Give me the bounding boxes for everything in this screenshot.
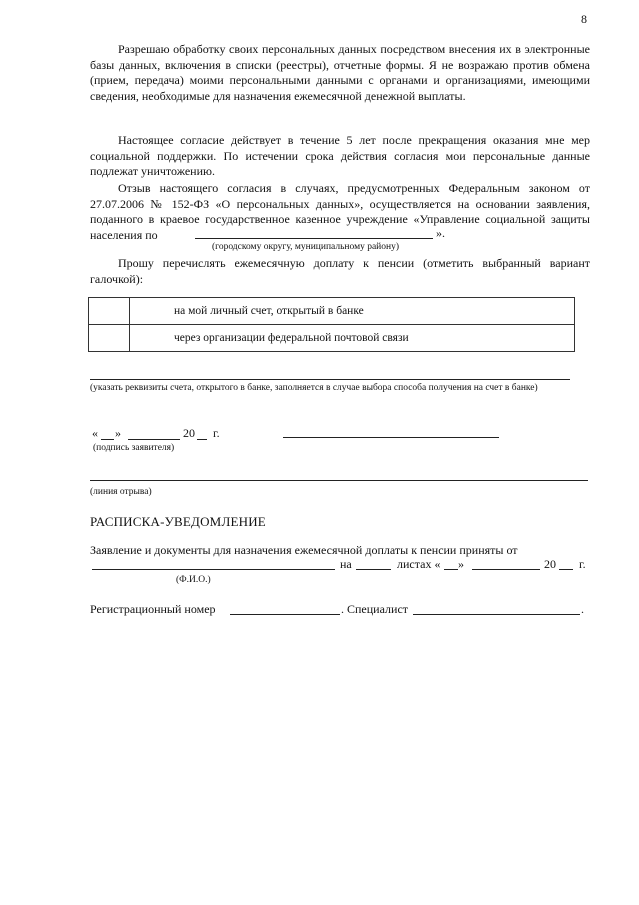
date-month-field[interactable] [128, 439, 180, 440]
receipt-year-prefix: 20 [544, 557, 556, 571]
option-row[interactable] [89, 325, 575, 352]
tear-line [90, 480, 588, 481]
revocation-end: ». [436, 226, 445, 240]
specialist-label: . Специалист [341, 602, 409, 616]
option-checkbox-bank[interactable] [89, 298, 130, 325]
receipt-day-field[interactable] [444, 569, 458, 570]
reg-number-field[interactable] [230, 614, 340, 615]
revocation-text: Отзыв настоящего согласия в случаях, предусмотренных Федеральным законом от 27.07.2006 № 152-ФЗ «О персональных данных», осуществляется на основании заявления, поданного в краевое государственное казенное учреждение «Управление социальной защиты населения по [90, 181, 590, 242]
payment-options-table [88, 297, 575, 352]
reg-number-label: Регистрационный номер [90, 602, 216, 616]
fio-note: (Ф.И.О.) [176, 575, 211, 585]
date-year-field[interactable] [197, 439, 207, 440]
receipt-title: РАСПИСКА-УВЕДОМЛЕНИЕ [90, 514, 266, 529]
receipt-accepted-text: Заявление и документы для назначения ежемесячной доплаты к пенсии приняты от [90, 543, 518, 557]
option-row[interactable] [89, 298, 575, 325]
date-open-quote: « [92, 426, 98, 440]
bank-details-note: (указать реквизиты счета, открытого в банке, заполняется в случае выбора способа получения на счет в банке) [90, 383, 538, 393]
receipt-close-quote: » [458, 557, 464, 571]
page-number: 8 [581, 12, 587, 26]
department-note: (городскому округу, муниципальному району) [212, 242, 400, 252]
consent-paragraph [90, 42, 590, 104]
payment-request-text: Прошу перечислять ежемесячную доплату к пенсии (отметить выбранный вариант галочкой): [90, 256, 590, 286]
date-close-quote: » [115, 426, 121, 440]
receipt-month-field[interactable] [472, 569, 540, 570]
date-year-prefix: 20 [183, 426, 195, 440]
validity-text: Настоящее согласие действует в течение 5 лет после прекращения оказания мне мер социальной поддержки. По истечении срока действия согласия мои персональные данные подлежат уничтожению. [90, 133, 590, 178]
department-field[interactable] [195, 238, 433, 239]
applicant-name-field[interactable] [92, 569, 335, 570]
specialist-end-dot: . [581, 602, 584, 616]
receipt-sheets-label: листах « [397, 557, 441, 571]
validity-paragraph [90, 133, 590, 180]
receipt-year-field[interactable] [559, 569, 573, 570]
revocation-paragraph [90, 181, 590, 243]
signature-note: (подпись заявителя) [93, 443, 175, 453]
date-day-field[interactable] [101, 439, 114, 440]
sheets-count-field[interactable] [356, 569, 391, 570]
option-label-post: через организации федеральной почтовой связи [130, 325, 575, 352]
payment-request-paragraph [90, 256, 590, 287]
specialist-field[interactable] [413, 614, 580, 615]
date-year-suffix: г. [213, 426, 220, 440]
option-checkbox-post[interactable] [89, 325, 130, 352]
receipt-on-label: на [340, 557, 352, 571]
consent-text: Разрешаю обработку своих персональных данных посредством внесения их в электронные базы данных, включения в списки (реестры), отчетные формы. Я не возражаю против обмена (прием, передача) моими персональными данными с органами и организациями, имеющими сведения, необходимые для назначения ежемесячной денежной выплаты. [90, 42, 590, 103]
tear-line-note: (линия отрыва) [90, 487, 152, 497]
receipt-year-suffix: г. [579, 557, 586, 571]
bank-details-field[interactable] [90, 379, 570, 380]
signature-field[interactable] [283, 437, 499, 438]
option-label-bank: на мой личный счет, открытый в банке [130, 298, 575, 325]
